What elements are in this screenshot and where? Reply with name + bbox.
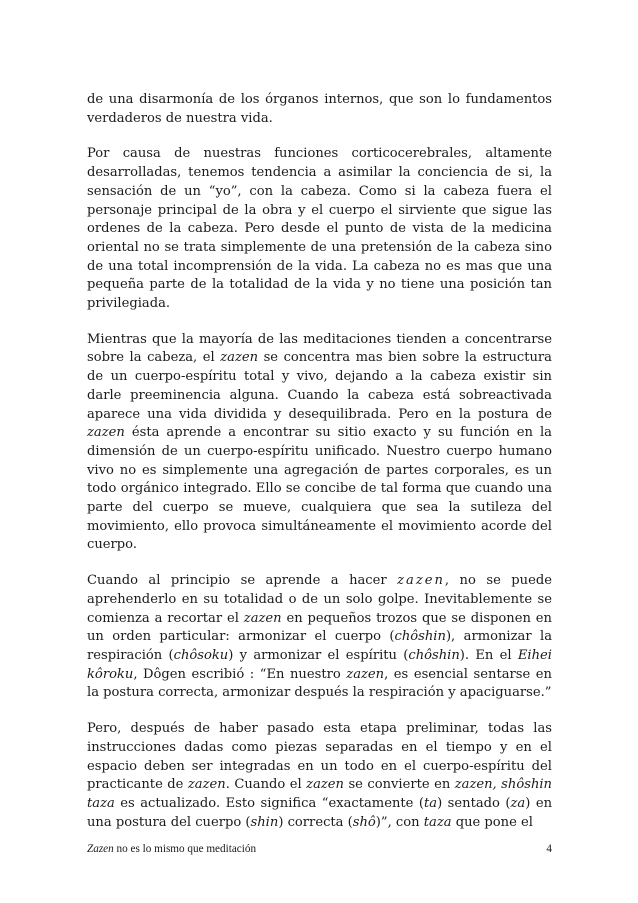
paragraph-1: de una disarmonía de los órganos internos, que son lo fundamentos verdaderos de nuestra vida.	[87, 92, 552, 126]
footer-title	[87, 842, 256, 856]
paragraph-5: Pero, después de haber pasado esta etapa preliminar, todas las instrucciones dadas como piezas separadas en el tiempo y en el espacio deben ser integradas en un todo en el cuerpo-espíritu del practicante de zazen. Cuando el zazen se convierte en zazen, shôshin taza es actualizado. Esto significa “exactamente (ta) sentado (za) en una postura del cuerpo (shin) correcta (shô)”, con taza que pone el	[87, 721, 553, 830]
footer-title-rest: no es lo mismo que meditación	[113, 843, 257, 855]
footer-title-italic: Zazen	[87, 843, 114, 855]
page-footer	[87, 842, 552, 856]
paragraph-4: Cuando al principio se aprende a hacer zazen, no se puede aprehenderlo en su totalidad o de un solo golpe. Inevitablemente se comienza a recortar el zazen en pequeños trozos que se disponen en un orden particular: armonizar el cuerpo (chôshin), armonizar la respiración (chôsoku) y armonizar el espíritu (chôshin). En el Eihei kôroku, Dôgen escribió : “En nuestro zazen, es esencial sentarse en la postura correcta, armonizar después la respiración y apaciguarse.”	[87, 573, 553, 701]
paragraph-3: Mientras que la mayoría de las meditaciones tienden a concentrarse sobre la cabeza, el zazen se concentra mas bien sobre la estructura de un cuerpo-espíritu total y vivo, dejando a la cabeza existir sin darle preeminencia alguna. Cuando la cabeza está sobreactivada aparece una vida dividida y desequilibrada. Pero en la postura de zazen ésta aprende a encontrar su sitio exacto y su función en la dimensión de un cuerpo-espíritu unificado. Nuestro cuerpo humano vivo no es simplemente una agregación de partes corporales, es un todo orgánico integrado. Ello se concibe de tal forma que cuando una parte del cuerpo se mueve, cualquiera que sea la sutileza del movimiento, ello provoca simultáneamente el movimiento acorde del cuerpo.	[87, 331, 552, 553]
body-text	[87, 91, 552, 849]
paragraph-2: Por causa de nuestras funciones corticocerebrales, altamente desarrolladas, tenemos tendencia a asimilar la conciencia de si, la sensación de un “yo”, con la cabeza. Como si la cabeza fuera el personaje principal de la obra y el cuerpo el sirviente que sigue las ordenes de la cabeza. Pero desde el punto de vista de la medicina oriental no se trata simplemente de una pretensión de la cabeza sino de una total incomprensión de la vida. La cabeza no es mas que una pequeña parte de la totalidad de la vida y no tiene una posición tan privilegiada.	[87, 146, 552, 312]
page-number: 4	[546, 843, 552, 855]
